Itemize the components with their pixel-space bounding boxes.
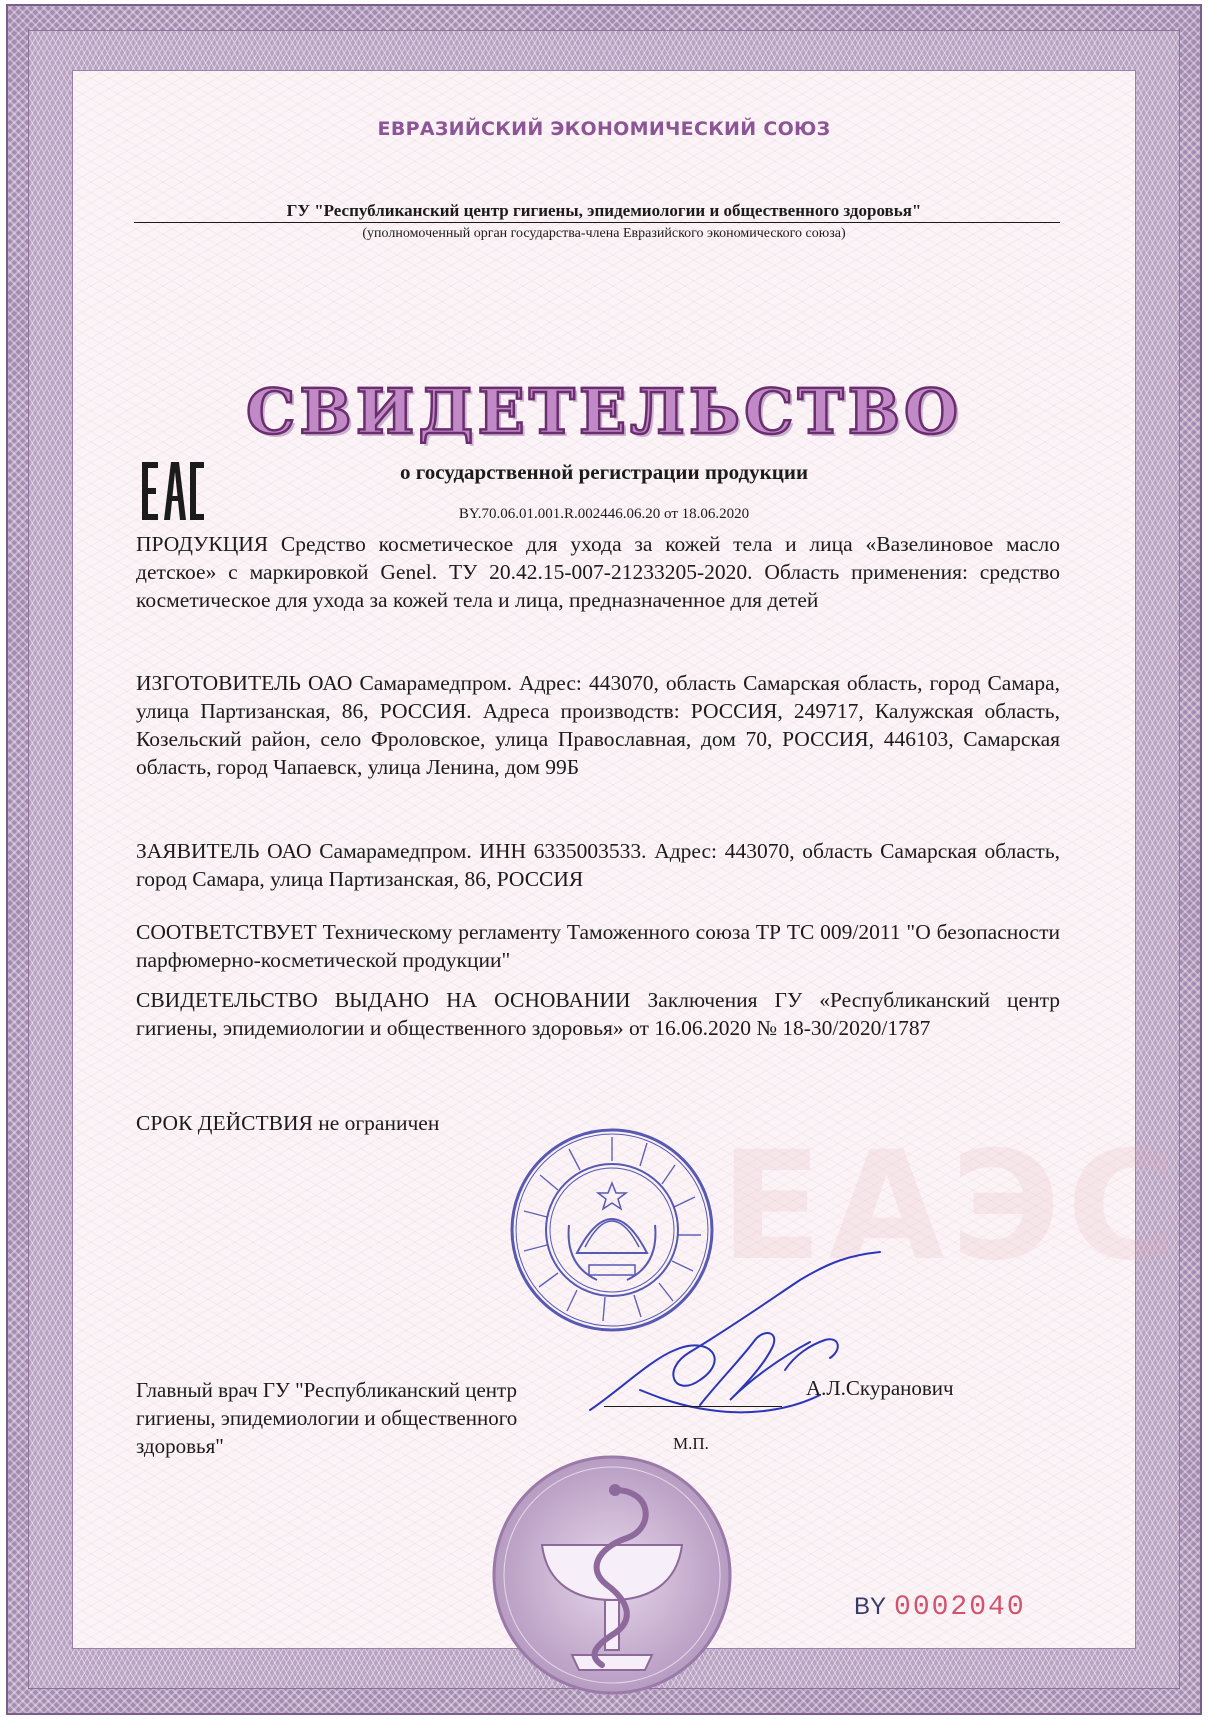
document-subtitle: о государственной регистрации продукции: [399, 460, 809, 484]
stamp-place-mark: М.П.: [673, 1434, 709, 1453]
conforms-label: СООТВЕТСТВУЕТ: [136, 920, 317, 944]
serial-digits: 0002040: [894, 1592, 1026, 1623]
basis-section: [136, 986, 1060, 1042]
applicant-label: ЗАЯВИТЕЛЬ: [136, 839, 260, 863]
authority-name: ГУ "Республиканский центр гигиены, эпидемиологии и общественного здоровья": [286, 201, 922, 220]
conforms-text: Техническому регламенту Таможенного союза ТР ТС 009/2011 "О безопасности парфюмерно-косметической продукции": [136, 920, 1060, 972]
authority-note: (уполномоченный орган государства-члена Евразийского экономического союза): [362, 226, 846, 241]
conformity-section: [136, 918, 1060, 974]
validity-text: не ограничен: [318, 1111, 440, 1135]
authority-underline: [134, 222, 1060, 223]
signer-position: Главный врач ГУ "Республиканский центр гигиены, эпидемиологии и общественного здоровья": [136, 1378, 518, 1458]
manufacturer-label: ИЗГОТОВИТЕЛЬ: [136, 671, 301, 695]
eaeu-watermark: ЕАЭС: [720, 1120, 1183, 1294]
signer-name: А.Л.Скуранович: [806, 1376, 954, 1400]
registration-number: BY.70.06.01.001.R.002446.06.20 от 18.06.2020: [458, 506, 750, 522]
handwritten-signature: [580, 1240, 920, 1430]
manufacturer-section: [136, 669, 1060, 781]
signature-line: [604, 1406, 782, 1407]
document-title: СВИДЕТЕЛЬСТВО: [246, 375, 962, 448]
product-label: ПРОДУКЦИЯ: [136, 532, 269, 556]
basis-text: Заключения ГУ «Республиканский центр гигиены, эпидемиологии и общественного здоровья» от 16.06.2020 № 18-30/2020/1787: [136, 988, 1061, 1040]
serial-number: [854, 1592, 1026, 1623]
applicant-section: [136, 837, 1060, 893]
serial-prefix: BY: [854, 1593, 887, 1620]
applicant-text: ОАО Самарамедпром. ИНН 6335003533. Адрес: 443070, область Самарская область, город Самара, улица Партизанская, 86, РОССИЯ: [136, 839, 1061, 891]
medical-emblem-hologram: [487, 1450, 737, 1700]
manufacturer-text: ОАО Самарамедпром. Адрес: 443070, область Самарская область, город Самара, улица Партизанская, 86, РОССИЯ. Адреса производств: РОССИЯ, 249717, Калужская область, Козельский район, село Фроловское, улица Православная, дом 70, РОССИЯ, 446103, Самарская область, город Чапаевск, улица Ленина, дом 99Б: [136, 671, 1061, 779]
basis-label: СВИДЕТЕЛЬСТВО ВЫДАНО НА ОСНОВАНИИ: [136, 988, 631, 1012]
product-section: [136, 530, 1060, 614]
product-text: Средство косметическое для ухода за кожей тела и лица «Вазелиновое масло детское» с маркировкой Genel. ТУ 20.42.15-007-21233205-2020. Область применения: средство косметическое для ухода за кожей тела и лица, предназначенное для детей: [136, 532, 1061, 612]
validity-label: СРОК ДЕЙСТВИЯ: [136, 1111, 313, 1135]
union-heading: ЕВРАЗИЙСКИЙ ЭКОНОМИЧЕСКИЙ СОЮЗ: [377, 118, 831, 140]
